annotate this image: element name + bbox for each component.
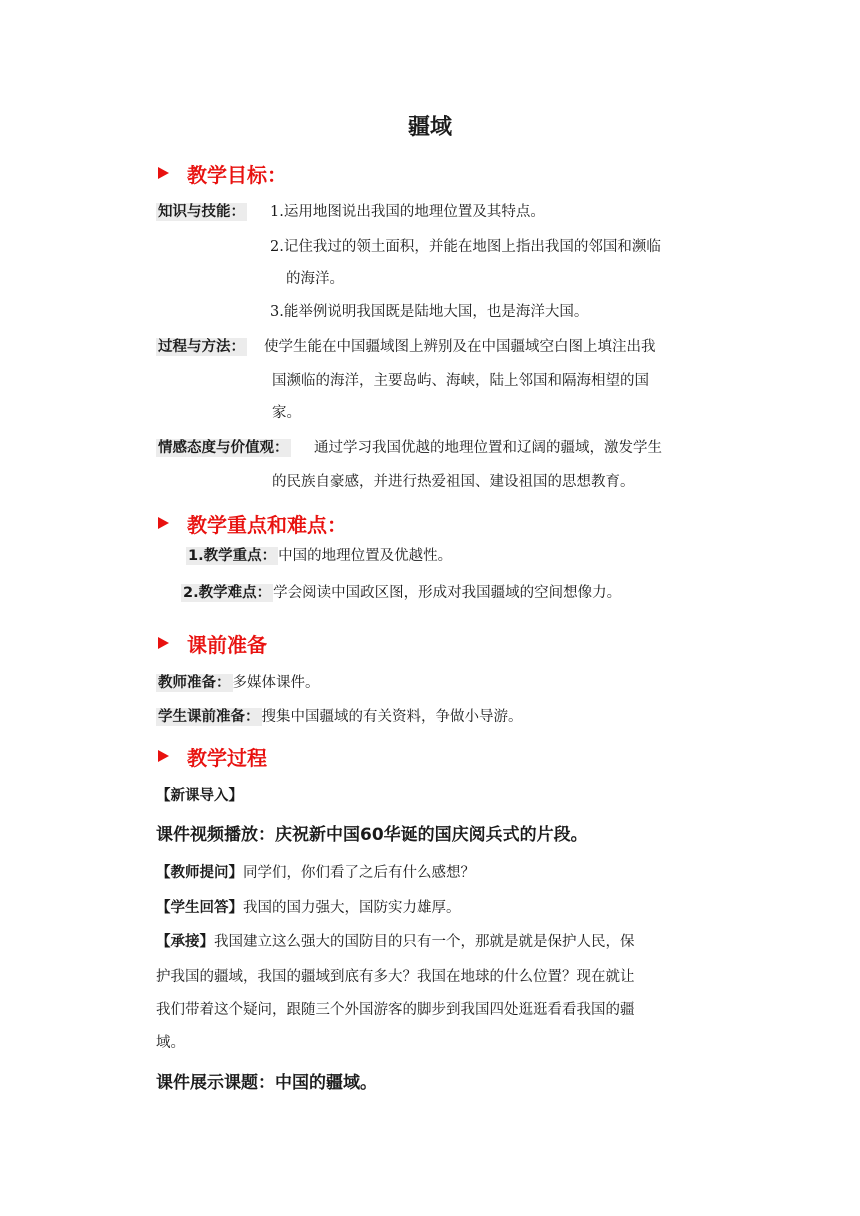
arrow-bullet-icon: [158, 167, 169, 179]
key-focus-text: 中国的地理位置及优越性。: [278, 548, 453, 564]
section-heading-prep: [158, 626, 267, 660]
topic-line: 课件展示课题：中国的疆域。: [156, 1073, 377, 1093]
arrow-bullet-icon: [158, 750, 169, 762]
knowledge-item: 2.记住我过的领土面积，并能在地图上指出我国的邻国和濒临: [270, 239, 661, 255]
arrow-bullet-icon: [158, 517, 169, 529]
student-prep-label: 学生课前准备：: [158, 709, 260, 725]
transition-row: [156, 927, 635, 957]
emotion-label: 情感态度与价值观：: [158, 440, 289, 456]
section-heading-process: [158, 739, 267, 773]
key-difficulty-row: [181, 578, 621, 608]
teacher-prep-label: 教师准备：: [158, 675, 231, 691]
process-method-label: 过程与方法：: [158, 339, 245, 355]
page-title: 疆域: [407, 115, 452, 140]
section-title: 教学目标：: [187, 162, 287, 187]
process-method-row: [156, 332, 247, 362]
transition-line: 我国建立这么强大的国防目的只有一个，那就是就是保护人民，保: [214, 934, 635, 950]
section-heading-goals: [158, 156, 287, 190]
teacher-question-text: 同学们，你们看了之后有什么感想？: [243, 865, 475, 881]
video-line: 课件视频播放：庆祝新中国60华诞的国庆阅兵式的片段。: [156, 825, 588, 845]
student-prep-row: [156, 702, 523, 732]
knowledge-item: 的海洋。: [286, 271, 344, 287]
transition-line: 护我国的疆域，我国的疆域到底有多大？我国在地球的什么位置？现在就让: [156, 969, 635, 985]
emotion-line: 的民族自豪感，并进行热爱祖国、建设祖国的思想教育。: [272, 474, 635, 490]
teacher-question-label: 【教师提问】: [156, 865, 243, 881]
process-method-line: 国濒临的海洋，主要岛屿、海峡，陆上邻国和隔海相望的国: [272, 373, 649, 389]
section-heading-key-points: [158, 506, 347, 540]
transition-label: 【承接】: [156, 934, 214, 950]
student-answer-row: [156, 893, 461, 923]
student-answer-text: 我国的国力强大，国防实力雄厚。: [243, 900, 461, 916]
intro-heading: 【新课导入】: [156, 788, 243, 804]
key-focus-row: [186, 541, 452, 571]
knowledge-item: 1.运用地图说出我国的地理位置及其特点。: [270, 204, 545, 220]
transition-line: 域。: [156, 1035, 185, 1051]
process-method-line: 家。: [272, 405, 301, 421]
teacher-prep-row: [156, 668, 320, 698]
knowledge-item: 3.能举例说明我国既是陆地大国，也是海洋大国。: [270, 304, 589, 320]
knowledge-label: 知识与技能：: [158, 204, 245, 220]
emotion-line: 通过学习我国优越的地理位置和辽阔的疆域，激发学生: [314, 440, 662, 456]
emotion-row: [156, 433, 291, 463]
teacher-prep-text: 多媒体课件。: [232, 675, 320, 691]
section-title: 教学重点和难点：: [187, 512, 347, 537]
student-prep-text: 搜集中国疆域的有关资料，争做小导游。: [261, 709, 523, 725]
arrow-bullet-icon: [158, 637, 169, 649]
section-title: 教学过程: [187, 745, 267, 770]
process-method-line: 使学生能在中国疆域图上辨别及在中国疆域空白图上填注出我: [264, 339, 656, 355]
transition-line: 我们带着这个疑问，跟随三个外国游客的脚步到我国四处逛逛看看我国的疆: [156, 1002, 635, 1018]
key-difficulty-label: 2.教学难点：: [183, 585, 272, 601]
key-focus-label: 1.教学重点：: [188, 548, 277, 564]
key-difficulty-text: 学会阅读中国政区图，形成对我国疆域的空间想像力。: [273, 585, 622, 601]
student-answer-label: 【学生回答】: [156, 900, 243, 916]
teacher-question-row: [156, 858, 475, 888]
knowledge-row: [156, 197, 247, 227]
section-title: 课前准备: [187, 632, 267, 657]
